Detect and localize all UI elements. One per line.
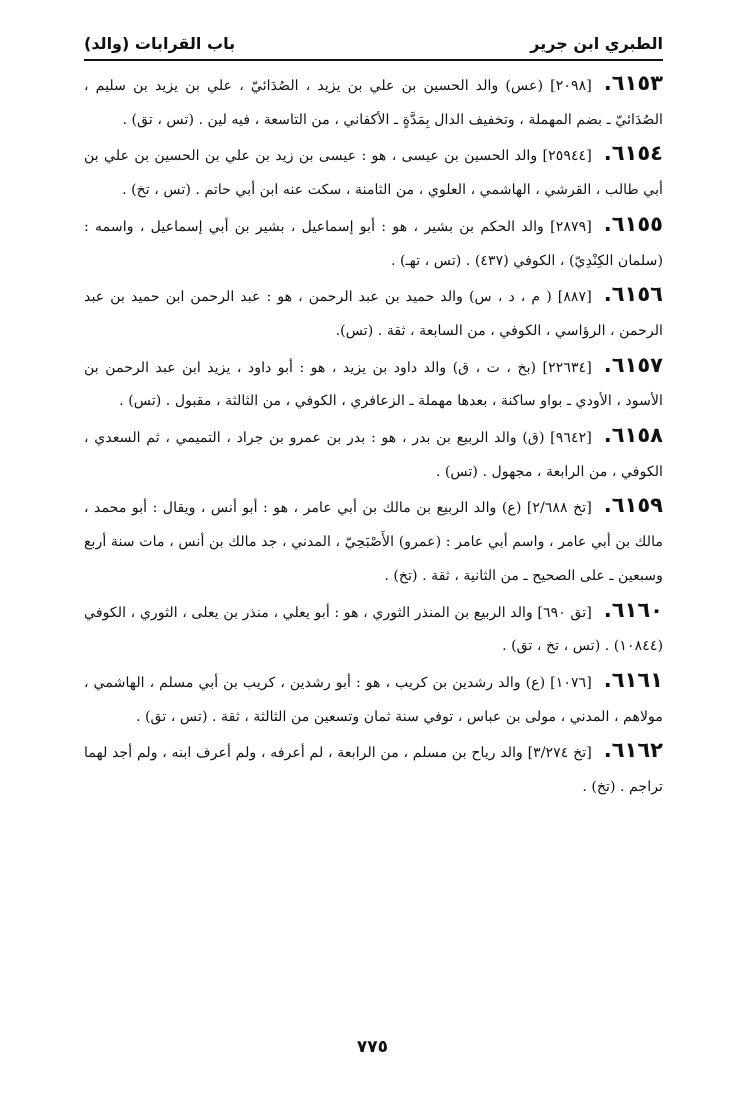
- entry: [84, 67, 663, 137]
- entry-number: ٦١٥٥.: [603, 211, 663, 236]
- entry-text: [٢٠٩٨] (عس) والد الحسين بن علي بن يزيد ، الصُدَائيّ ، علي بن يزيد بن سليم ، الصُدَائيّ ـ بضم المهملة ، وتخفيف الدال بِمَدَّةٍ ـ الأكفاني ، من التاسعة ، فيه لين . (تس ، تق) .: [84, 78, 663, 128]
- entry: [84, 489, 663, 593]
- entry-text: [تخ ٢/٦٨٨] (ع) والد الربيع بن مالك بن أبي عامر ، هو : أبو أنس ، ويقال : أبو محمد ، مالك بن أبي عامر ، واسم أبي عامر : (عمرو) الأَصْبَحِيّ ، المدني ، جد مالك بن أنس ، مات سنة أربع وسبعين ـ على الصحيح ـ من الثانية ، ثقة . (تخ) .: [84, 500, 663, 584]
- entry-number: ٦١٥٦.: [603, 282, 663, 307]
- entry: [84, 208, 663, 278]
- entry: [84, 594, 663, 664]
- page-number: ٧٧٥: [356, 1037, 389, 1057]
- entry-number: ٦١٥٨.: [603, 423, 663, 448]
- entry-text: [١٠٧٦] (ع) والد رشدين بن كريب ، هو : أبو رشدين ، كريب بن أبي مسلم ، الهاشمي ، مولاهم ، المدني ، مولى بن عباس ، توفي سنة ثمان وتسعين من الثالثة ، ثقة . (تس ، تق) .: [84, 674, 663, 725]
- running-header: [84, 34, 663, 61]
- entry-text: [٢٨٧٩] والد الحكم بن بشير ، هو : أبو إسماعيل ، بشير بن أبي إسماعيل ، واسمه : (سلمان الكِنْدِيّ) ، الكوفي (٤٣٧) . (تس ، تهـ) .: [84, 218, 663, 269]
- entry-text: [تق ٦٩٠] والد الربيع بن المنذر الثوري ، هو : أبو يعلي ، منذر بن يعلى ، الثوري ، الكوفي (١٠٨٤٤) . (تس ، تخ ، تق) .: [84, 604, 663, 655]
- entries-list: [84, 67, 663, 805]
- entry-text: [تخ ٣/٢٧٤] والد رياح بن مسلم ، من الرابعة ، لم أعرفه ، ولم أعرف ابنه ، ولم أجد لهما تراجم . (تخ) .: [84, 745, 663, 796]
- entry-number: ٦١٥٣.: [603, 71, 663, 95]
- entry-number: ٦١٦٠.: [603, 597, 664, 622]
- header-book-title: الطبري ابن جرير: [530, 34, 663, 53]
- entry: [84, 734, 663, 804]
- entry: [84, 137, 663, 207]
- entry-number: ٦١٥٧.: [603, 352, 663, 377]
- entry-number: ٦١٦١.: [603, 667, 663, 692]
- header-chapter-title: باب القرابات (والد): [84, 34, 236, 53]
- entry-number: ٦١٥٤.: [603, 141, 663, 166]
- entry-text: [٢٢٦٣٤] (بخ ، ت ، ق) والد داود بن يزيد ، هو : أبو داود ، يزيد ابن عبد الرحمن بن الأسود ، الأودي ـ بواو ساكنة ، بعدها مهملة ـ الزعافري ، الكوفي ، من الثالثة ، مقبول . (تس) .: [84, 359, 663, 410]
- entry: [84, 349, 663, 419]
- entry-text: [٢٥٩٤٤] والد الحسين بن عيسى ، هو : عيسى بن زيد بن علي بن الحسين بن علي بن أبي طالب ، القرشي ، الهاشمي ، العلوي ، من الثامنة ، سكت عنه ابن أبي حاتم . (تس ، تخ) .: [84, 148, 663, 199]
- entry: [84, 419, 663, 489]
- entry-text: [٩٦٤٢] (ق) والد الربيع بن بدر ، هو : بدر بن عمرو بن جراد ، التميمي ، ثم السعدي ، الكوفي ، من الرابعة ، مجهول . (تس) .: [84, 430, 663, 480]
- entry-number: ٦١٥٩.: [603, 493, 663, 518]
- entry: [84, 664, 663, 734]
- entry: [84, 278, 663, 348]
- entry-text: [٨٨٧] ( م ، د ، س) والد حميد بن عبد الرحمن ، هو : عبد الرحمن ابن حميد بن عبد الرحمن ، الرؤاسي ، الكوفي ، من السابعة ، ثقة . (تس).: [84, 289, 663, 339]
- entry-number: ٦١٦٢.: [603, 738, 663, 763]
